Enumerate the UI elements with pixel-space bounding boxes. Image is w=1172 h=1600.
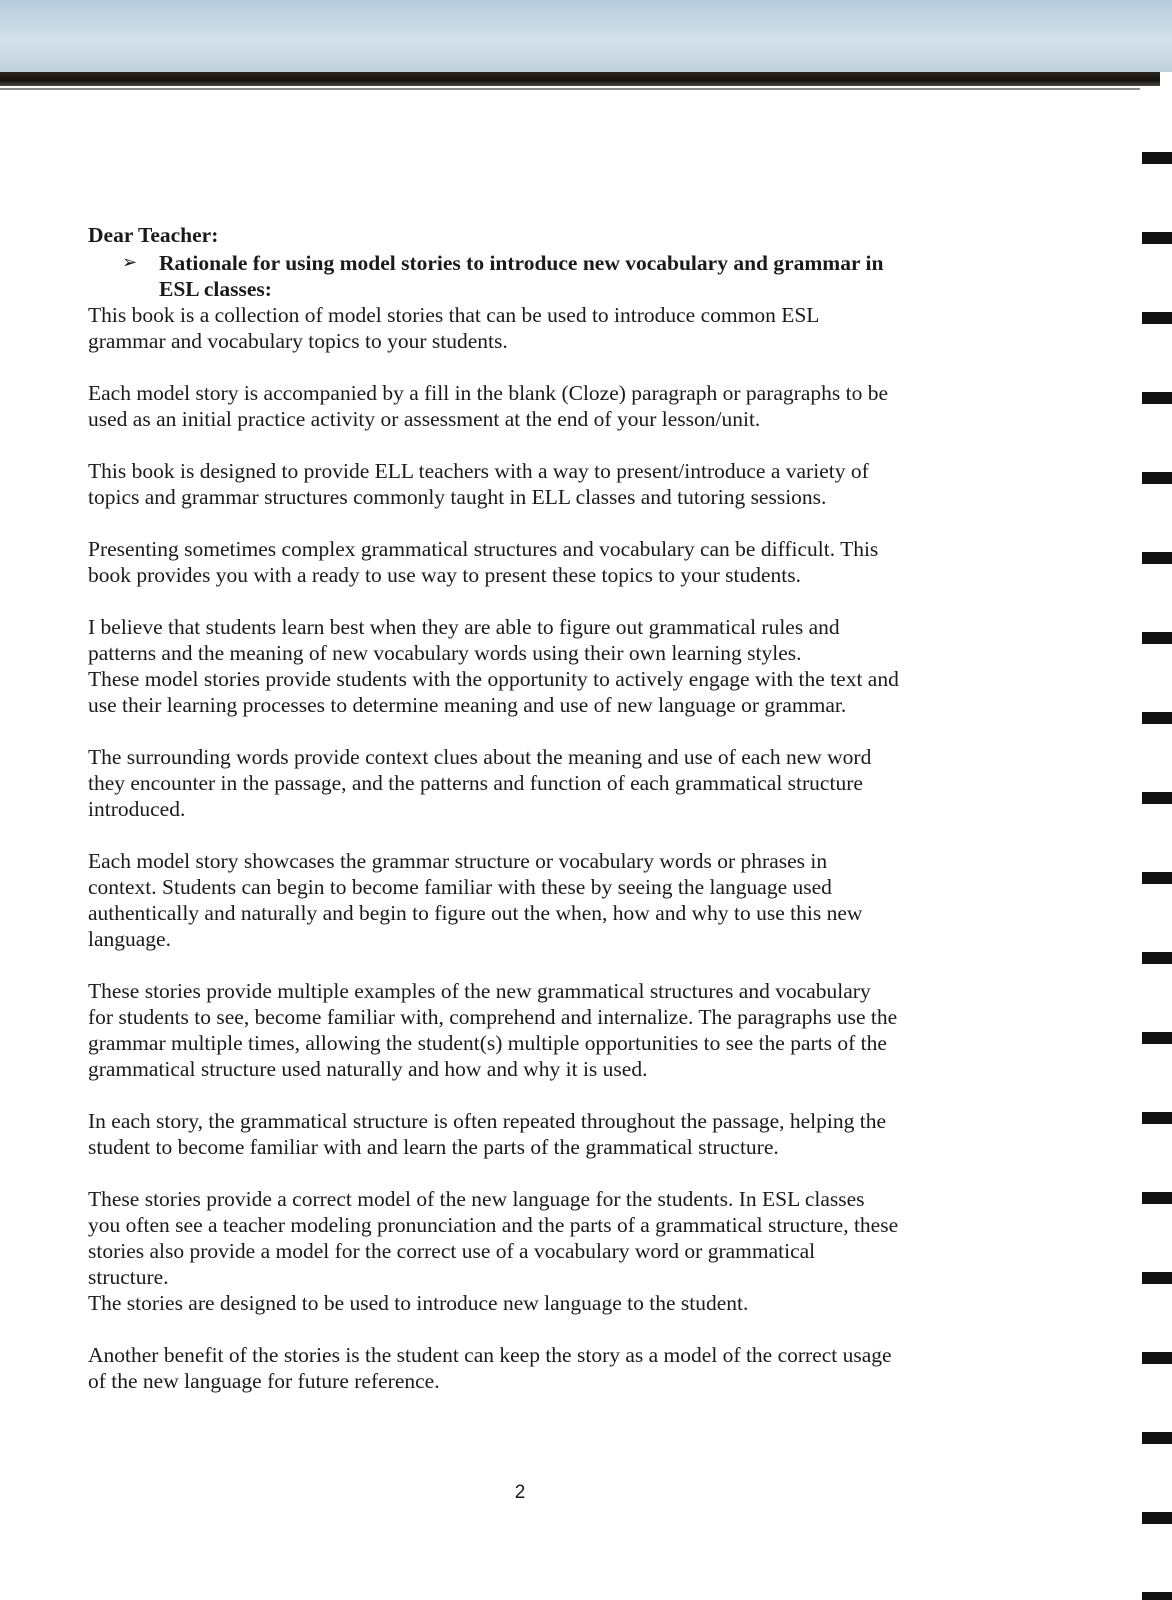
paragraph-line: of the new language for future reference. <box>88 1369 440 1393</box>
rationale-heading-line-1: Rationale for using model stories to introduce new vocabulary and grammar in <box>159 251 884 275</box>
paragraph <box>88 978 988 1082</box>
scan-background <box>0 0 1172 72</box>
paragraph-line: context. Students can begin to become familiar with these by seeing the language used <box>88 875 832 899</box>
paragraph-line: used as an initial practice activity or assessment at the end of your lesson/unit. <box>88 407 761 431</box>
paragraph-line: topics and grammar structures commonly taught in ELL classes and tutoring sessions. <box>88 485 827 509</box>
paragraph <box>88 1342 988 1394</box>
paragraph-line: authentically and naturally and begin to figure out the when, how and why to use this new <box>88 901 863 925</box>
paragraph <box>88 458 988 510</box>
spiral-binding <box>1142 100 1172 1600</box>
paragraph-line: The surrounding words provide context clues about the meaning and use of each new word <box>88 745 872 769</box>
paragraph-line: for students to see, become familiar with, comprehend and internalize. The paragraphs use the <box>88 1005 898 1029</box>
paragraph-line: Presenting sometimes complex grammatical structures and vocabulary can be difficult. This <box>88 537 879 561</box>
paragraph <box>88 1108 988 1160</box>
paragraph <box>88 1186 988 1316</box>
page-top-edge <box>0 72 1160 86</box>
paragraph-line: This book is a collection of model stories that can be used to introduce common ESL <box>88 303 820 327</box>
paragraph <box>88 848 988 952</box>
paragraph-line: stories also provide a model for the correct use of a vocabulary word or grammatical <box>88 1239 816 1263</box>
paragraph-line: Each model story is accompanied by a fill in the blank (Cloze) paragraph or paragraphs to be <box>88 381 888 405</box>
paragraph-line: These model stories provide students with the opportunity to actively engage with the text and <box>88 667 899 691</box>
paragraph-line: grammar and vocabulary topics to your students. <box>88 329 508 353</box>
letter-body <box>88 222 988 1420</box>
paragraph <box>88 744 988 822</box>
paragraph-line: patterns and the meaning of new vocabulary words using their own learning styles. <box>88 641 802 665</box>
rationale-heading <box>88 250 988 302</box>
paragraph-line: book provides you with a ready to use way to present these topics to your students. <box>88 563 801 587</box>
paragraph-line: In each story, the grammatical structure is often repeated throughout the passage, helping the <box>88 1109 887 1133</box>
paragraph <box>88 302 988 354</box>
paragraph-line: This book is designed to provide ELL teachers with a way to present/introduce a variety of <box>88 459 869 483</box>
paragraph-line: The stories are designed to be used to introduce new language to the student. <box>88 1291 749 1315</box>
paragraph-line: Each model story showcases the grammar structure or vocabulary words or phrases in <box>88 849 828 873</box>
paragraph-line: introduced. <box>88 797 186 821</box>
rationale-heading-line-2: ESL classes: <box>159 277 272 301</box>
paragraph-line: structure. <box>88 1265 169 1289</box>
paragraph-line: grammar multiple times, allowing the student(s) multiple opportunities to see the parts of the <box>88 1031 887 1055</box>
page-number: 2 <box>514 1482 526 1503</box>
paragraph-line: they encounter in the passage, and the patterns and function of each grammatical structure <box>88 771 863 795</box>
salutation: Dear Teacher: <box>88 223 219 247</box>
arrowhead-bullet-icon: ➢ <box>122 252 138 273</box>
paragraph-line: use their learning processes to determine meaning and use of new language or grammar. <box>88 693 847 717</box>
paragraph-line: These stories provide multiple examples of the new grammatical structures and vocabulary <box>88 979 871 1003</box>
paragraph-line: These stories provide a correct model of the new language for the students. In ESL classes <box>88 1187 865 1211</box>
paragraphs <box>88 302 988 1394</box>
paragraph <box>88 614 988 718</box>
paragraph-line: grammatical structure used naturally and how and why it is used. <box>88 1057 648 1081</box>
paragraph <box>88 380 988 432</box>
paragraph-line: Another benefit of the stories is the student can keep the story as a model of the correct usage <box>88 1343 892 1367</box>
paragraph-line: language. <box>88 927 171 951</box>
page-top-rule <box>0 88 1140 90</box>
paragraph-line: I believe that students learn best when they are able to figure out grammatical rules and <box>88 615 840 639</box>
paragraph-line: you often see a teacher modeling pronunciation and the parts of a grammatical structure, these <box>88 1213 899 1237</box>
paragraph <box>88 536 988 588</box>
paragraph-line: student to become familiar with and learn the parts of the grammatical structure. <box>88 1135 779 1159</box>
